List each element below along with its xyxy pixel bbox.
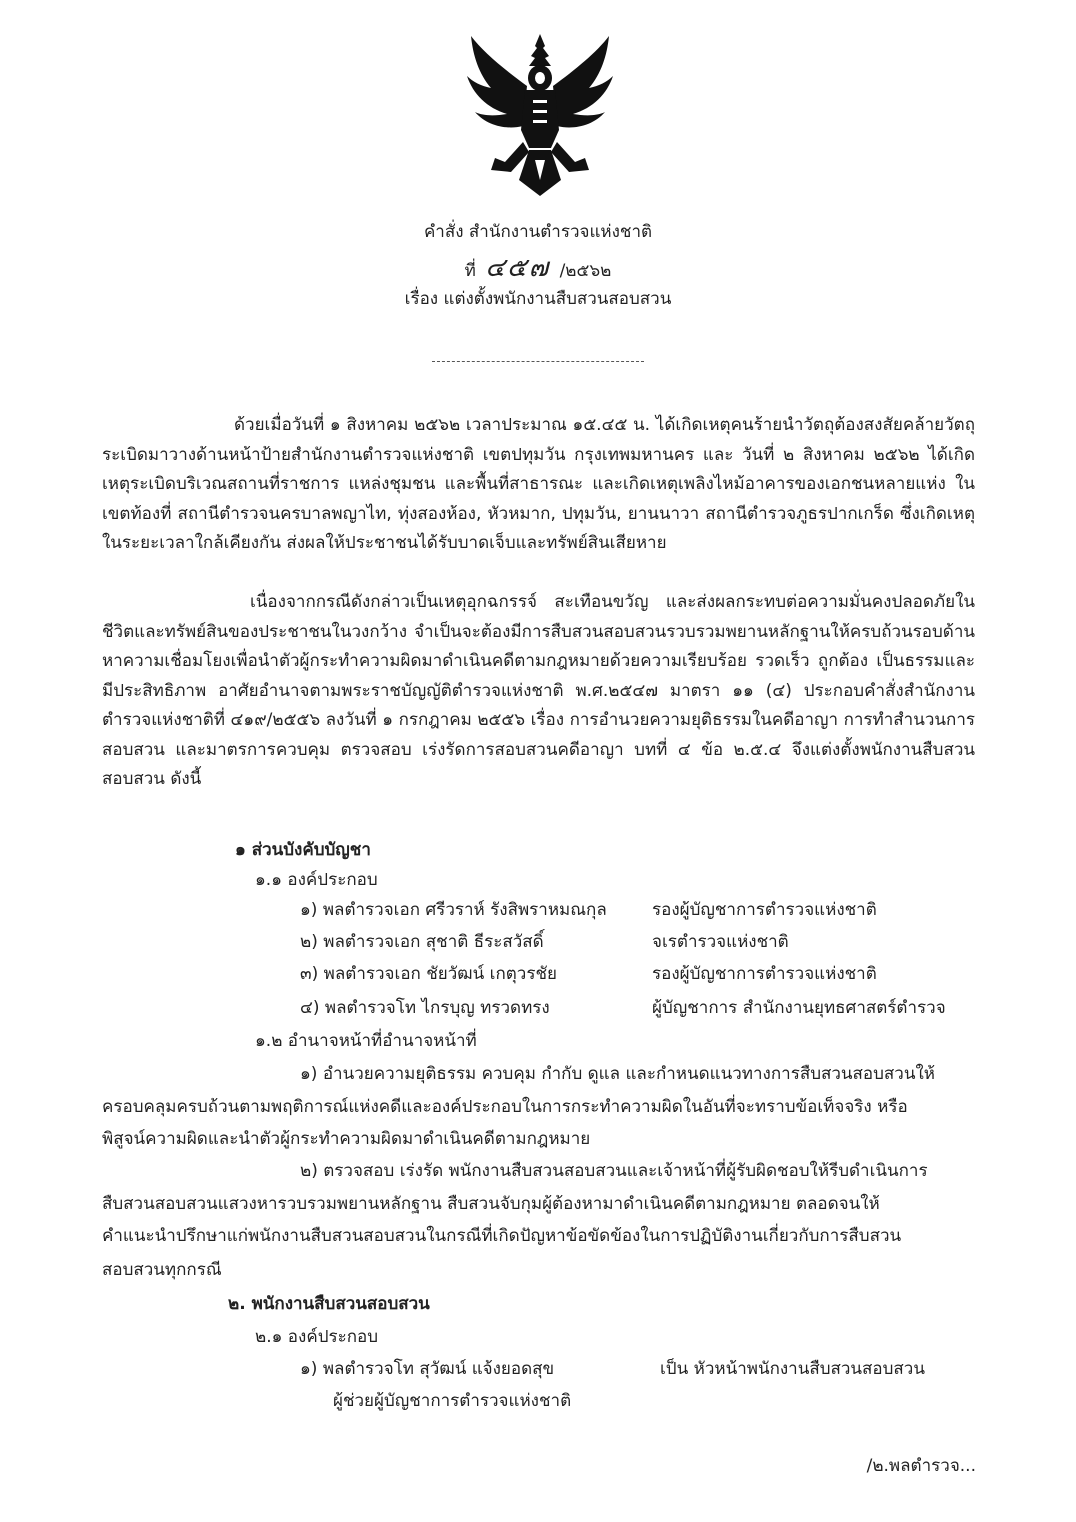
duty-1-line: ๑) อำนวยความยุติธรรม ควบคุม กำกับ ดูแล และกำหนดแนวทางการสืบสวนสอบสวนให้	[300, 1064, 935, 1084]
section-2-title: ๒. พนักงานสืบสวนสอบสวน	[228, 1294, 430, 1314]
order-number-prefix: ที่	[464, 261, 476, 281]
duty-2-line: ๒) ตรวจสอบ เร่งรัด พนักงานสืบสวนสอบสวนและเจ้าหน้าที่ผู้รับผิดชอบให้รีบดำเนินการ	[300, 1161, 928, 1181]
order-subject: เรื่อง แต่งตั้งพนักงานสืบสวนสอบสวน	[404, 289, 672, 309]
order-number-suffix: /๒๕๖๒	[559, 261, 612, 281]
member-position: จเรตำรวจแห่งชาติ	[652, 932, 789, 952]
paragraph-incident: ด้วยเมื่อวันที่ ๑ สิงหาคม ๒๕๖๒ เวลาประมาณ ๑๕.๔๕ น. ได้เกิดเหตุคนร้ายนำวัตถุต้องสงสัยคล้ายวัตถุระเบิดมาวางด้านหน้าป้ายสำนักงานตำรวจแห่งชาติ เขตปทุมวัน กรุงเทพมหานคร และ วันที่ ๒ สิงหาคม ๒๕๖๒ ได้เกิดเหตุระเบิดบริเวณสถานที่ราชการ แหล่งชุมชน และพื้นที่สาธารณะ และเกิดเหตุเพลิงไหม้อาคารของเอกชนหลายแห่ง ในเขตท้องที่ สถานีตำรวจนครบาลพญาไท, ทุ่งสองห้อง, หัวหมาก, ปทุมวัน, ยานนาวา สถานีตำรวจภูธรปากเกร็ด ซึ่งเกิดเหตุในระยะเวลาใกล้เคียงกัน ส่งผลให้ประชาชนได้รับบาดเจ็บและทรัพย์สินเสียหาย	[102, 415, 975, 553]
duty-2-line: คำแนะนำปรึกษาแก่พนักงานสืบสวนสอบสวนในกรณีที่เกิดปัญหาข้อขัดข้องในการปฏิบัติงานเกี่ยวกับการสืบสวน	[102, 1226, 902, 1246]
order-number	[0, 247, 1076, 288]
section-1-1-title: ๑.๑ องค์ประกอบ	[255, 870, 378, 890]
member-name: ๓) พลตำรวจเอก ชัยวัฒน์ เกตุวรชัย	[300, 964, 557, 984]
section-2-1-title: ๒.๑ องค์ประกอบ	[255, 1327, 379, 1347]
investigator-name: ๑) พลตำรวจโท สุวัฒน์ แจ้งยอดสุข	[300, 1359, 555, 1379]
order-title: คำสั่ง สำนักงานตำรวจแห่งชาติ	[423, 222, 653, 242]
member-position: รองผู้บัญชาการตำรวจแห่งชาติ	[652, 900, 877, 920]
page-continuation: /๒.พลตำรวจ...	[866, 1456, 976, 1476]
member-name: ๒) พลตำรวจเอก สุชาติ ธีระสวัสดิ์	[300, 932, 544, 952]
investigator-title: ผู้ช่วยผู้บัญชาการตำรวจแห่งชาติ	[333, 1391, 572, 1411]
section-1-2-title: ๑.๒ อำนาจหน้าที่อำนาจหน้าที่	[255, 1031, 477, 1051]
member-name: ๔) พลตำรวจโท ไกรบุญ ทรวดทรง	[300, 998, 550, 1018]
duty-2-line: สอบสวนทุกกรณี	[102, 1260, 222, 1280]
member-name: ๑) พลตำรวจเอก ศรีวราห์ รังสิพราหมณกุล	[300, 900, 607, 920]
member-position: รองผู้บัญชาการตำรวจแห่งชาติ	[652, 964, 877, 984]
duty-1-line: ครอบคลุมครบถ้วนตามพฤติการณ์แห่งคดีและองค์ประกอบในการกระทำความผิดในอันที่จะทราบข้อเท็จจริง หรือ	[102, 1097, 908, 1117]
order-number-handwritten: ๔๕๗	[485, 253, 551, 283]
investigator-role: เป็น หัวหน้าพนักงานสืบสวนสอบสวน	[660, 1359, 925, 1379]
section-1-title: ๑ ส่วนบังคับบัญชา	[235, 840, 371, 860]
duty-1-line: พิสูจน์ความผิดและนำตัวผู้กระทำความผิดมาดำเนินคดีตามกฎหมาย	[102, 1129, 591, 1149]
paragraph-reason: เนื่องจากกรณีดังกล่าวเป็นเหตุอุกฉกรรจ์ สะเทือนขวัญ และส่งผลกระทบต่อความมั่นคงปลอดภัยในชีวิตและทรัพย์สินของประชาชนในวงกว้าง จำเป็นจะต้องมีการสืบสวนสอบสวนรวบรวมพยานหลักฐานให้ครบถ้วนรอบด้าน หาความเชื่อมโยงเพื่อนำตัวผู้กระทำความผิดมาดำเนินคดีตามกฎหมายด้วยความเรียบร้อย รวดเร็ว ถูกต้อง เป็นธรรมและมีประสิทธิภาพ อาศัยอำนาจตามพระราชบัญญัติตำรวจแห่งชาติ พ.ศ.๒๕๔๗ มาตรา ๑๑ (๔) ประกอบคำสั่งสำนักงานตำรวจแห่งชาติที่ ๔๑๙/๒๕๕๖ ลงวันที่ ๑ กรกฎาคม ๒๕๕๖ เรื่อง การอำนวยความยุติธรรมในคดีอาญา การทำสำนวนการสอบสวน และมาตรการควบคุม ตรวจสอบ เร่งรัดการสอบสวนคดีอาญา บทที่ ๔ ข้อ ๒.๕.๔ จึงแต่งตั้งพนักงานสืบสวนสอบสวน ดังนี้	[102, 592, 975, 789]
duty-2-line: สืบสวนสอบสวนแสวงหารวบรวมพยานหลักฐาน สืบสวนจับกุมผู้ต้องหามาดำเนินคดีตามกฎหมาย ตลอดจนให้	[102, 1194, 880, 1214]
garuda-emblem-icon	[465, 30, 615, 200]
member-position: ผู้บัญชาการ สำนักงานยุทธศาสตร์ตำรวจ	[652, 998, 946, 1018]
divider	[432, 361, 644, 362]
